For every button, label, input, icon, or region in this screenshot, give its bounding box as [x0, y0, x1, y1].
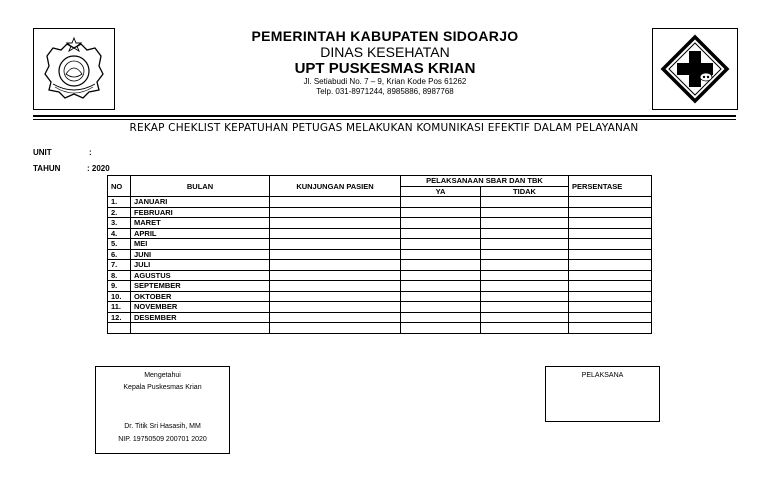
executor-label: PELAKSANA [581, 372, 624, 379]
row-no-compliance [481, 302, 569, 313]
sidoarjo-emblem-icon [33, 28, 115, 110]
row-no-compliance [481, 207, 569, 218]
row-yes [401, 197, 481, 208]
table-row [108, 249, 652, 260]
row-percentage [569, 291, 652, 302]
row-no: 5. [108, 239, 131, 250]
row-yes [401, 207, 481, 218]
row-yes [401, 302, 481, 313]
approval-position: Kepala Puskesmas Krian [123, 384, 202, 391]
row-no-compliance [481, 281, 569, 292]
header-department: DINAS KESEHATAN [320, 44, 450, 60]
row-no: 10. [108, 291, 131, 302]
row-month: MEI [131, 239, 270, 250]
row-percentage [569, 228, 652, 239]
row-visits [270, 249, 401, 260]
row-visits [270, 281, 401, 292]
row-month: NOVEMBER [131, 302, 270, 313]
row-visits [270, 197, 401, 208]
letterhead [200, 28, 570, 97]
table-row [108, 291, 652, 302]
row-percentage [569, 281, 652, 292]
row-no-compliance [481, 312, 569, 323]
row-month: AGUSTUS [131, 270, 270, 281]
recap-table [107, 175, 652, 334]
header-tidak: TIDAK [481, 186, 569, 197]
row-visits [270, 228, 401, 239]
table-row [108, 312, 652, 323]
row-no: 4. [108, 228, 131, 239]
header-bulan: BULAN [131, 176, 270, 197]
unit-colon: : [89, 148, 92, 157]
table-row [108, 218, 652, 229]
executor-signature-box [545, 366, 660, 422]
row-no: 9. [108, 281, 131, 292]
table-row [108, 302, 652, 313]
header-phone: Telp. 031-8971244, 8985886, 8987768 [316, 87, 454, 96]
row-percentage [569, 302, 652, 313]
row-no-compliance [481, 218, 569, 229]
row-no: 2. [108, 207, 131, 218]
approval-nip: NIP. 19750509 200701 2020 [118, 436, 207, 443]
row-visits [270, 260, 401, 271]
document-title: REKAP CHEKLIST KEPATUHAN PETUGAS MELAKUKAN KOMUNIKASI EFEKTIF DALAM PELAYANAN [129, 122, 639, 134]
row-percentage [569, 197, 652, 208]
year-label: TAHUN [33, 164, 61, 173]
row-no: 1. [108, 197, 131, 208]
row-no-compliance [481, 228, 569, 239]
row-visits [270, 207, 401, 218]
row-yes [401, 291, 481, 302]
row-no: 8. [108, 270, 131, 281]
row-month: MARET [131, 218, 270, 229]
header-ya: YA [401, 186, 481, 197]
blank-cell [108, 323, 131, 334]
row-no: 12. [108, 312, 131, 323]
row-percentage [569, 312, 652, 323]
letterhead-rule-thick [33, 115, 736, 117]
row-month: FEBRUARI [131, 207, 270, 218]
header-no: NO [108, 176, 131, 197]
year-value: : 2020 [87, 164, 110, 173]
table-row-blank [108, 323, 652, 334]
row-yes [401, 281, 481, 292]
row-no: 11. [108, 302, 131, 313]
row-visits [270, 239, 401, 250]
row-yes [401, 270, 481, 281]
blank-cell [569, 323, 652, 334]
letterhead-rule-thin [33, 119, 736, 120]
header-institution: UPT PUSKESMAS KRIAN [294, 60, 476, 77]
row-visits [270, 270, 401, 281]
row-month: SEPTEMBER [131, 281, 270, 292]
row-percentage [569, 207, 652, 218]
row-month: OKTOBER [131, 291, 270, 302]
header-persentase: PERSENTASE [569, 176, 652, 197]
row-yes [401, 260, 481, 271]
row-month: JUNI [131, 249, 270, 260]
row-no: 6. [108, 249, 131, 260]
table-row [108, 260, 652, 271]
table-row [108, 281, 652, 292]
table-row [108, 228, 652, 239]
table-row [108, 207, 652, 218]
row-percentage [569, 270, 652, 281]
header-address: Jl. Setiabudi No. 7 – 9, Krian Kode Pos 61262 [303, 77, 467, 86]
table-row [108, 239, 652, 250]
row-visits [270, 302, 401, 313]
puskesmas-emblem-icon [652, 28, 738, 110]
header-kunjungan: KUNJUNGAN PASIEN [270, 176, 401, 197]
row-yes [401, 239, 481, 250]
approval-signature-box [95, 366, 230, 454]
row-no-compliance [481, 249, 569, 260]
row-month: JULI [131, 260, 270, 271]
row-month: APRIL [131, 228, 270, 239]
row-visits [270, 218, 401, 229]
blank-cell [401, 323, 481, 334]
row-no-compliance [481, 260, 569, 271]
row-yes [401, 228, 481, 239]
row-no-compliance [481, 270, 569, 281]
table-row [108, 270, 652, 281]
row-percentage [569, 249, 652, 260]
row-month: JANUARI [131, 197, 270, 208]
approval-acknowledged: Mengetahui [144, 372, 181, 379]
row-yes [401, 312, 481, 323]
row-no: 3. [108, 218, 131, 229]
row-no-compliance [481, 197, 569, 208]
row-yes [401, 218, 481, 229]
approval-name: Dr. Titik Sri Hasasih, MM [124, 423, 201, 430]
blank-cell [270, 323, 401, 334]
row-month: DESEMBER [131, 312, 270, 323]
header-government: PEMERINTAH KABUPATEN SIDOARJO [251, 28, 519, 44]
row-percentage [569, 260, 652, 271]
row-no-compliance [481, 239, 569, 250]
row-no-compliance [481, 291, 569, 302]
row-visits [270, 291, 401, 302]
row-yes [401, 249, 481, 260]
header-pelaksanaan: PELAKSANAAN SBAR DAN TBK [401, 176, 569, 187]
row-no: 7. [108, 260, 131, 271]
table-row [108, 197, 652, 208]
unit-label: UNIT [33, 148, 52, 157]
blank-cell [481, 323, 569, 334]
row-percentage [569, 218, 652, 229]
row-visits [270, 312, 401, 323]
row-percentage [569, 239, 652, 250]
blank-cell [131, 323, 270, 334]
